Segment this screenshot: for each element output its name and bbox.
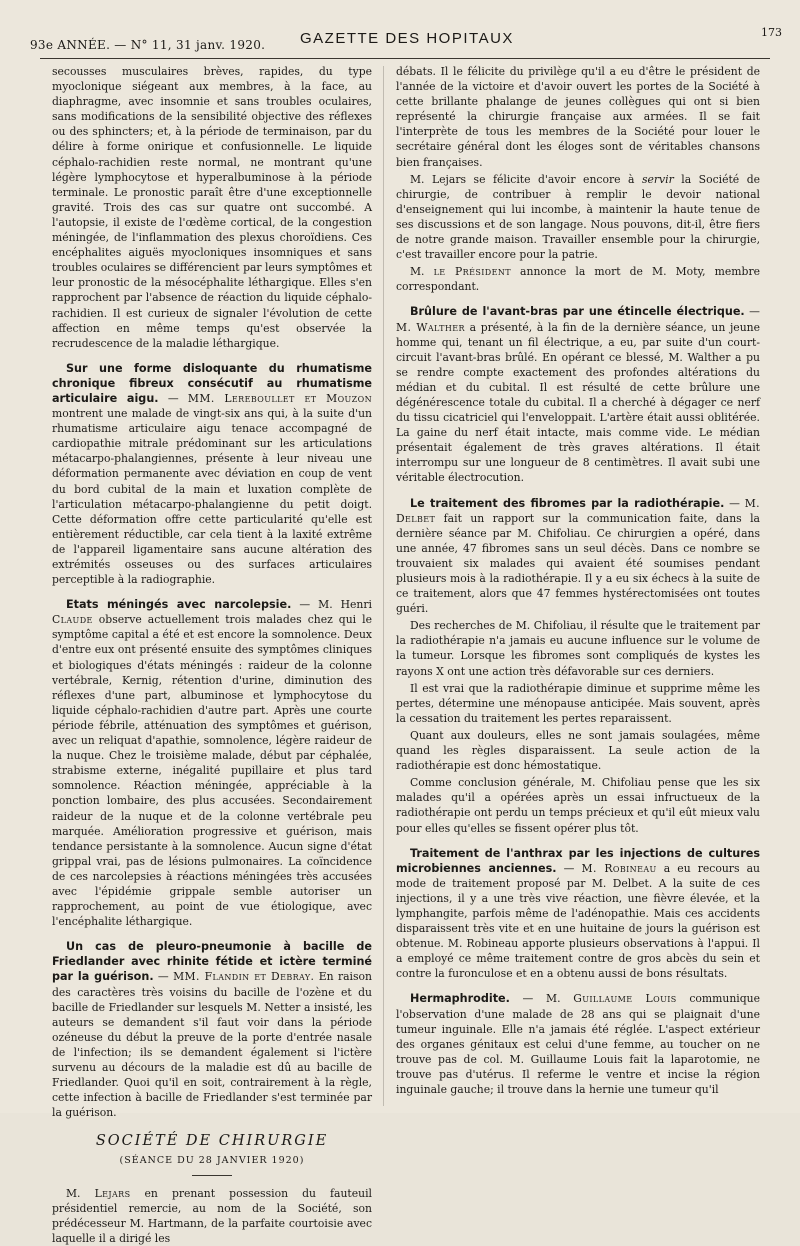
article-walther: Brûlure de l'avant-bras par une étincelle électrique. — M. Walther a présenté, à la fin de la dernière séance, un jeune homme qui, tenant un fil électrique, a eu, par suite d'un court-circuit l'avant-bras brûlé. En opérant ce blessé, M. Walther a pu se rendre compte exactement des profondes altérations du médian et du cubital. Il est résulté de cette brûlure une dégénérescence totale du cubital. Il a cherché à dégager ce nerf du tissu cicatriciel qui l'enveloppait. L'artère était aussi oblitérée. La gaine du nerf était intacte, mais comme vide. Le médian présentait également de très graves altérations. Il était interrompu sur une longueur de 8 centimètres. Il avait subi une véritable électrocution.	[396, 305, 760, 485]
article-lejars: M. Lejars en prenant possession du fauteuil présidentiel remercie, au nom de la Société, son prédécesseur M. Hartmann, de la parfaite courtoisie avec laquelle il a dirigé les	[52, 1186, 372, 1245]
article-body: montrent une malade de vingt-six ans qui, à la suite d'un rhumatisme articulaire aigu tenace accompagné de cardiopathie mitrale prédominant sur les articulations métacarpo-phalangiennes, présente à leur niveau une déformation permanente avec déviation en coup de vent du bord cubital de la main et luxation complète de l'articulation métacarpo-phalangienne du petit doigt. Cette déformation offre cette particularité qu'elle est entièrement réductible, car cela tient à la laxité extrême de l'appareil ligamentaire sans aucune altération des extrémités osseuses ou des surfaces articulaires perceptible à la radiographie.	[52, 407, 372, 587]
paragraph: M. Lejars se félicite d'avoir encore à servir la Société de chirurgie, de contribuer à remplir le devoir national d'enseignement qui lui incombe, à maintenir la haute tenue de ses discussions et de son langage. Nous pouvons, dit-il, être fiers de notre grande maison. Travailler ensemble pour la chirurgie, c'est travailler encore pour la patrie.	[396, 172, 760, 262]
page-header	[0, 24, 800, 58]
article-body: a eu recours au mode de traitement proposé par M. Delbet. A la suite de ces injections, il y a une très vive réaction, une fièvre élevée, et la lymphangite, parfois même de l'adénopathie. Mais ces accidents disparaissent très vite et en une huitaine de jours la guérison est obtenue. M. Robineau apporte plusieurs observations à l'appui. Il a employé ce même traitement contre de gros abcès du sein et contre la furonculose et en a obtenu aussi de bons résultats.	[396, 861, 761, 981]
article-robineau: Traitement de l'anthrax par les injections de cultures microbiennes anciennes. — M. Robineau a eu recours au mode de traitement proposé par M. Delbet. A la suite de ces injections, il y a une très vive réaction, une fièvre élevée, et la lymphangite, parfois même de l'adénopathie. Mais ces accidents disparaissent très vite et en une huitaine de jours la guérison est obtenue. M. Robineau apporte plusieurs observations à l'appui. Il a employé ce même traitement contre de gros abcès du sein et contre la furonculose et en a obtenu aussi de bons résultats.	[396, 846, 761, 981]
header-rule	[40, 58, 770, 59]
article-authors: Guillaume Louis	[573, 992, 677, 1006]
article-authors: M. Delbet	[396, 496, 760, 525]
article-heading: Brûlure de l'avant-bras par une étincelle électrique.	[410, 305, 745, 319]
page-number: 173	[761, 26, 782, 39]
right-column	[396, 64, 760, 1104]
left-column	[52, 64, 372, 1245]
article-authors: Lejars	[94, 1186, 131, 1200]
article-flandin: Un cas de pleuro-pneumonie à bacille de Friedlander avec rhinite fétide et ictère terminé par la guérison. — MM. Flandin et Debray. En raison des caractères très voisins du bacille de l'ozène et du bacille de Friedlander sur lesquels M. Netter a insisté, les auteurs se demandent s'il faut voir dans la période ozéneuse du début la preuve de la porte d'entrée nasale de l'infection; ils se demandent également si l'ictère survenu au décours de la maladie est dû au bacille de Friedlander. Quoi qu'il en soit, contrairement à la règle, cette infection à bacille de Friedlander s'est terminée par la guérison.	[52, 940, 372, 1120]
column-divider	[383, 66, 384, 1106]
paragraph: Quant aux douleurs, elles ne sont jamais soulagées, même quand les règles disparaissent. La seule action de la radiothérapie est donc hémostatique.	[396, 728, 760, 773]
issue-line: 93e ANNÉE. — N° 11, 31 janv. 1920.	[30, 38, 266, 52]
article-authors: M. Walther	[396, 320, 465, 334]
article-heading: Sur une forme disloquante du rhumatisme chronique fibreux consécutif au rhumatisme articulaire aigu.	[52, 361, 372, 405]
paragraph: M. le Président annonce la mort de M. Moty, membre correspondant.	[396, 265, 760, 294]
article-guillaume-louis: Hermaphrodite. — M. Guillaume Louis communique l'observation d'une malade de 28 ans qui se plaignait d'une tumeur inguinale. Elle n'a jamais été réglée. L'aspect extérieur des organes génitaux est celui d'une femme, au toucher on ne trouve pas de col. M. Guillaume Louis fait la laparotomie, ne trouve pas d'utérus. Il referme le ventre et incise la région inguinale gauche; il trouve dans la hernie une tumeur qu'il	[396, 992, 760, 1096]
article-authors: M. Robineau	[581, 861, 657, 875]
paragraph: Comme conclusion générale, M. Chifoliau pense que les six malades qu'il a opérées après un essai infructueux de la radiothérapie ont perdu un temps précieux et qu'il eût mieux valu pour elles qu'elles se fissent opérer plus tôt.	[396, 776, 760, 835]
article-lereboullet: Sur une forme disloquante du rhumatisme chronique fibreux consécutif au rhumatisme articulaire aigu. — MM. Lereboullet et Mouzon montrent une malade de vingt-six ans qui, à la suite d'un rhumatisme articulaire aigu tenace accompagné de cardiopathie mitrale prédominant sur les articulations métacarpo-phalangiennes, présente à leur niveau une déformation permanente avec déviation en coup de vent du bord cubital de la main et luxation complète de l'articulation métacarpo-phalangienne du petit doigt. Cette déformation offre cette particularité qu'elle est entièrement réductible, car cela tient à la laxité extrême de l'appareil ligamentaire sans aucune altération des extrémités osseuses ou des surfaces articulaires perceptible à la radiographie.	[52, 361, 372, 587]
paragraph: Il est vrai que la radiothérapie diminue et supprime même les pertes, détermine une ménopause anticipée. Mais souvent, après la cessation du traitement les pertes reparaissent.	[396, 681, 760, 725]
article-authors: MM. Flandin et Debray.	[173, 970, 315, 984]
article-body: fait un rapport sur la communication faite, dans la dernière séance par M. Chifoliau. Ce chirurgien a opéré, dans une année, 47 fibromes sans un seul décès. Dans ce nombre se trouvaient six malades qui avaient été soumises pendant plusieurs mois à la radiothérapie. Il y a eu six échecs à la suite de ce traitement, alors que 47 femmes hystérectomisées ont toutes guéri.	[396, 511, 760, 616]
article-body: a présenté, à la fin de la dernière séance, un jeune homme qui, tenant un fil électrique, a eu, par suite d'un court-circuit l'avant-bras brûlé. En opérant ce blessé, M. Walther a pu se rendre compte exactement des profondes altérations du médian et du cubital. Il est résulté de cette brûlure une dégénérescence totale du cubital. Il a cherché à dégager ce nerf du tissu cicatriciel qui l'enveloppait. L'artère était aussi oblitérée. La gaine du nerf était intacte, mais comme vide. Le médian présentait également de très graves altérations. Il était interrompu sur une longueur de 8 centimètres. Il avait subi une véritable électrocution.	[396, 320, 760, 485]
intro-paragraph: secousses musculaires brèves, rapides, du type myoclonique siégeant aux membres, à la face, au diaphragme, avec insomnie et sans troubles oculaires, sans modifications de la sensibilité objective des réflexes ou des sphincters; et, à la période de terminaison, par du délire à forme onirique et confusionnelle. Le liquide céphalo-rachidien reste normal, ne montrant qu'une légère lymphocytose et hyperalbuminose à la période terminale. Le pronostic paraît être d'une exceptionnelle gravité. Trois des cas sur quatre ont succombé. A l'autopsie, il existe de l'œdème cortical, de la congestion méningée, de l'inflammation des plexus choroïdiens. Ces encéphalites aiguës myocloniques insomniques et sans troubles oculaires se différencient par leurs symptômes et leur pronostic de la mésocéphalite léthargique. Elles s'en rapprochent par l'absence de réaction du liquide céphalo-rachidien. Il est curieux de signaler l'évolution de cette affection en même temps qu'est observée la recrudescence de la maladie léthargique.	[52, 65, 372, 350]
article-heading: Traitement de l'anthrax par les injections de cultures microbiennes anciennes.	[396, 846, 760, 875]
society-title: SOCIÉTÉ DE CHIRURGIE	[95, 1133, 329, 1150]
article-body: observe actuellement trois malades chez qui le symptôme capital a été et est encore la somnolence. Deux d'entre eux ont présenté ensuite des symptômes cliniques et biologiques d'états méningés : raideur de la colonne vertébrale, Kernig, rétention d'urine, diminution des réflexes d'une part, albuminose et lymphocytose du liquide céphalo-rachidien d'autre part. Après une courte période fébrile, atténuation des symptômes et guérison, avec un reliquat d'apathie, somnolence, légère raideur de la nuque. Chez le troisième malade, début par céphalée, strabisme externe, inégalité pupillaire et plus tard somnolence. Réaction méningée, appréciable à la ponction lombaire, des plus accusées. Secondairement raideur de la nuque et de la colonne vertébrale peu marquée. Amélioration progressive et guérison, mais tendance persistante à la somnolence. Aucun signe d'état grippal vrai, pas de lésions pulmonaires. La coïncidence de ces narcolepsies à réactions méningées très accusées avec l'épidémie grippale semble autoriser un rapprochement, au point de vue étiologique, avec l'encéphalite léthargique.	[52, 613, 372, 929]
journal-title: GAZETTE DES HOPITAUX	[300, 30, 514, 47]
article-body: en prenant possession du fauteuil présidentiel remercie, au nom de la Société, son prédécesseur M. Hartmann, de la parfaite courtoisie avec laquelle il a dirigé les	[52, 1186, 372, 1245]
article-body: En raison des caractères très voisins du bacille de l'ozène et du bacille de Friedlander sur lesquels M. Netter a insisté, les auteurs se demandent s'il faut voir dans la période ozéneuse du début la preuve de la porte d'entrée nasale de l'infection; ils se demandent également si l'ictère survenu au décours de la maladie est dû au bacille de Friedlander. Quoi qu'il en soit, contrairement à la règle, cette infection à bacille de Friedlander s'est terminée par la guérison.	[52, 970, 372, 1120]
article-heading: Un cas de pleuro-pneumonie à bacille de Friedlander avec rhinite fétide et ictère terminé par la guérison.	[52, 940, 372, 984]
society-session: (SÉANCE DU 28 JANVIER 1920)	[119, 1155, 305, 1167]
article-claude: Etats méningés avec narcolepsie. — M. Henri Claude observe actuellement trois malades chez qui le symptôme capital a été et est encore la somnolence. Deux d'entre eux ont présenté ensuite des symptômes cliniques et biologiques d'états méningés : raideur de la colonne vertébrale, Kernig, rétention d'urine, diminution des réflexes d'une part, albuminose et lymphocytose du liquide céphalo-rachidien d'autre part. Après une courte période fébrile, atténuation des symptômes et guérison, avec un reliquat d'apathie, somnolence, légère raideur de la nuque. Chez le troisième malade, début par céphalée, strabisme externe, inégalité pupillaire et plus tard somnolence. Réaction méningée, appréciable à la ponction lombaire, des plus accusées. Secondairement raideur de la nuque et de la colonne vertébrale peu marquée. Amélioration progressive et guérison, mais tendance persistante à la somnolence. Aucun signe d'état grippal vrai, pas de lésions pulmonaires. La coïncidence de ces narcolepsies à réactions méningées très accusées avec l'épidémie grippale semble autoriser un rapprochement, au point de vue étiologique, avec l'encéphalite léthargique.	[52, 598, 372, 929]
paragraph: débats. Il le félicite du privilège qu'il a eu d'être le président de l'année de la victoire et d'avoir ouvert les portes de la Société à cette brillante phalange de jeunes collègues qui ont si bien représenté la chirurgie française aux armées. Il se fait l'interprète de tous les membres de la Société pour louer le secrétaire général dont les éloges sont de véritables chansons bien françaises.	[396, 65, 760, 169]
article-delbet: Le traitement des fibromes par la radiothérapie. — M. Delbet fait un rapport sur la communication faite, dans la dernière séance par M. Chifoliau. Ce chirurgien a opéré, dans une année, 47 fibromes sans un seul décès. Dans ce nombre se trouvaient six malades qui avaient été soumises pendant plusieurs mois à la radiothérapie. Il y a eu six échecs à la suite de ce traitement, alors que 47 femmes hystérectomisées ont toutes guéri.	[396, 496, 760, 616]
article-heading: Etats méningés avec narcolepsie.	[66, 598, 292, 612]
article-heading: Le traitement des fibromes par la radiothérapie.	[410, 496, 725, 510]
article-authors: MM. Lereboullet et Mouzon	[187, 391, 372, 405]
paragraph: Des recherches de M. Chifoliau, il résulte que le traitement par la radiothérapie n'a jamais eu aucune influence sur le volume de la tumeur. Lorsque les fibromes sont compliqués de kystes les rayons X ont une action très défavorable sur ces derniers.	[396, 619, 760, 678]
article-authors: Claude	[52, 613, 93, 627]
article-heading: Hermaphrodite.	[410, 992, 510, 1006]
society-rule	[192, 1175, 232, 1176]
article-body: communique l'observation d'une malade de 28 ans qui se plaignait d'une tumeur inguinale. Elle n'a jamais été réglée. L'aspect extérieur des organes génitaux est celui d'une femme, au toucher on ne trouve pas de col. M. Guillaume Louis fait la laparotomie, ne trouve pas d'utérus. Il referme le ventre et incise la région inguinale gauche; il trouve dans la hernie une tumeur qu'il	[396, 992, 760, 1096]
